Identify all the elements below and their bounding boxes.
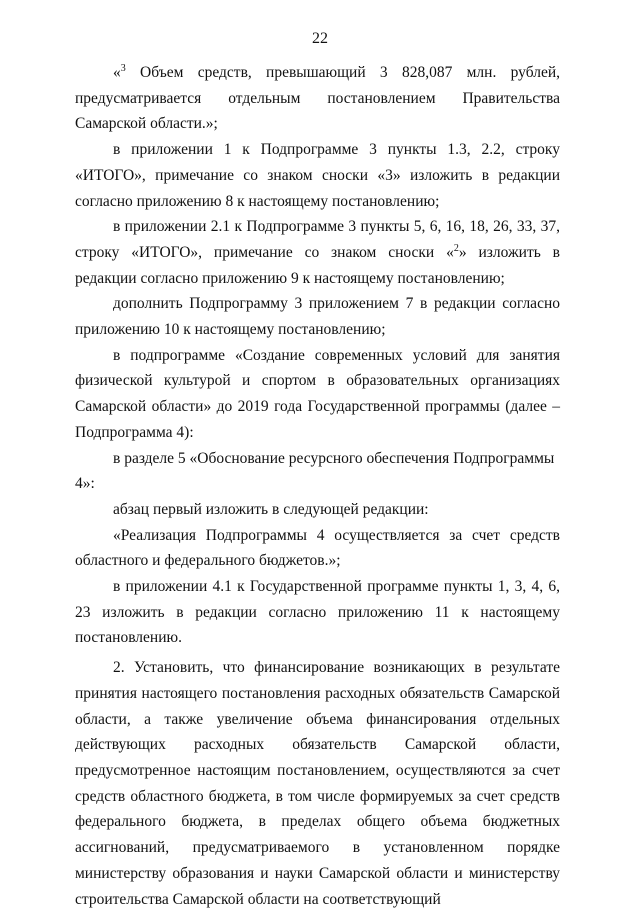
paragraph-text: в приложении 1 к Подпрограмме 3 пункты 1.3, 2.2, строку «ИТОГО», примечание со знаком сноски «3» изложить в редакции согласно приложению 8 к настоящему постановлению; bbox=[75, 141, 560, 210]
paragraph bbox=[75, 137, 560, 214]
footnote-mark: 2 bbox=[453, 242, 459, 254]
paragraph bbox=[75, 60, 560, 137]
paragraph bbox=[75, 446, 560, 497]
paragraph bbox=[75, 523, 560, 574]
paragraph-text: абзац первый изложить в следующей редакции: bbox=[113, 500, 429, 518]
paragraph bbox=[75, 214, 560, 291]
paragraph-text: « bbox=[113, 64, 121, 81]
footnote-mark: 3 bbox=[120, 62, 126, 74]
document-body bbox=[75, 60, 560, 912]
paragraph-text: «Реализация Подпрограммы 4 осуществляется за счет средств областного и федерального бюджетов.»; bbox=[75, 526, 560, 570]
paragraph bbox=[75, 655, 560, 912]
paragraph bbox=[75, 343, 560, 446]
paragraph bbox=[75, 497, 560, 523]
paragraph bbox=[75, 291, 560, 342]
paragraph-text: в разделе 5 «Обоснование ресурсного обеспечения Подпрограммы 4»: bbox=[75, 449, 555, 493]
paragraph-text: Объем средств, превышающий 3 828,087 млн. рублей, предусматривается отдельным постановлением Правительства Самарской области.»; bbox=[75, 64, 560, 133]
paragraph-text: дополнить Подпрограмму 3 приложением 7 в редакции согласно приложению 10 к настоящему постановлению; bbox=[75, 295, 560, 339]
paragraph-text: в приложении 2.1 к Подпрограмме 3 пункты 5, 6, 16, 18, 26, 33, 37, строку «ИТОГО», примечание со знаком сноски « bbox=[75, 218, 560, 261]
paragraph bbox=[75, 574, 560, 651]
paragraph-text: в подпрограмме «Создание современных условий для занятия физической культурой и спортом в образовательных организациях Самарской области» до 2019 года Государственной программы (далее – Подпрограмма 4): bbox=[75, 346, 560, 441]
paragraph-text: » изложить в редакции согласно приложению 9 к настоящему постановлению; bbox=[75, 243, 560, 287]
paragraph-text: 2. Установить, что финансирование возникающих в результате принятия настоящего постановления расходных обязательств Самарской области, а также увеличение объема финансирования отдельных действующих расходных обязательств Самарской области, предусмотренное настоящим постановлением, осуществляются за счет средств областного бюджета, в том числе формируемых за счет средств федерального бюджета, в пределах общего объема бюджетных ассигнований, предусматриваемого в установленном порядке министерству образования и науки Самарской области и министерству строительства Самарской области на соответствующий bbox=[75, 659, 560, 908]
page-number: 22 bbox=[312, 30, 328, 47]
paragraph-text: в приложении 4.1 к Государственной программе пункты 1, 3, 4, 6, 23 изложить в редакции согласно приложению 11 к настоящему постановлению. bbox=[75, 578, 560, 647]
